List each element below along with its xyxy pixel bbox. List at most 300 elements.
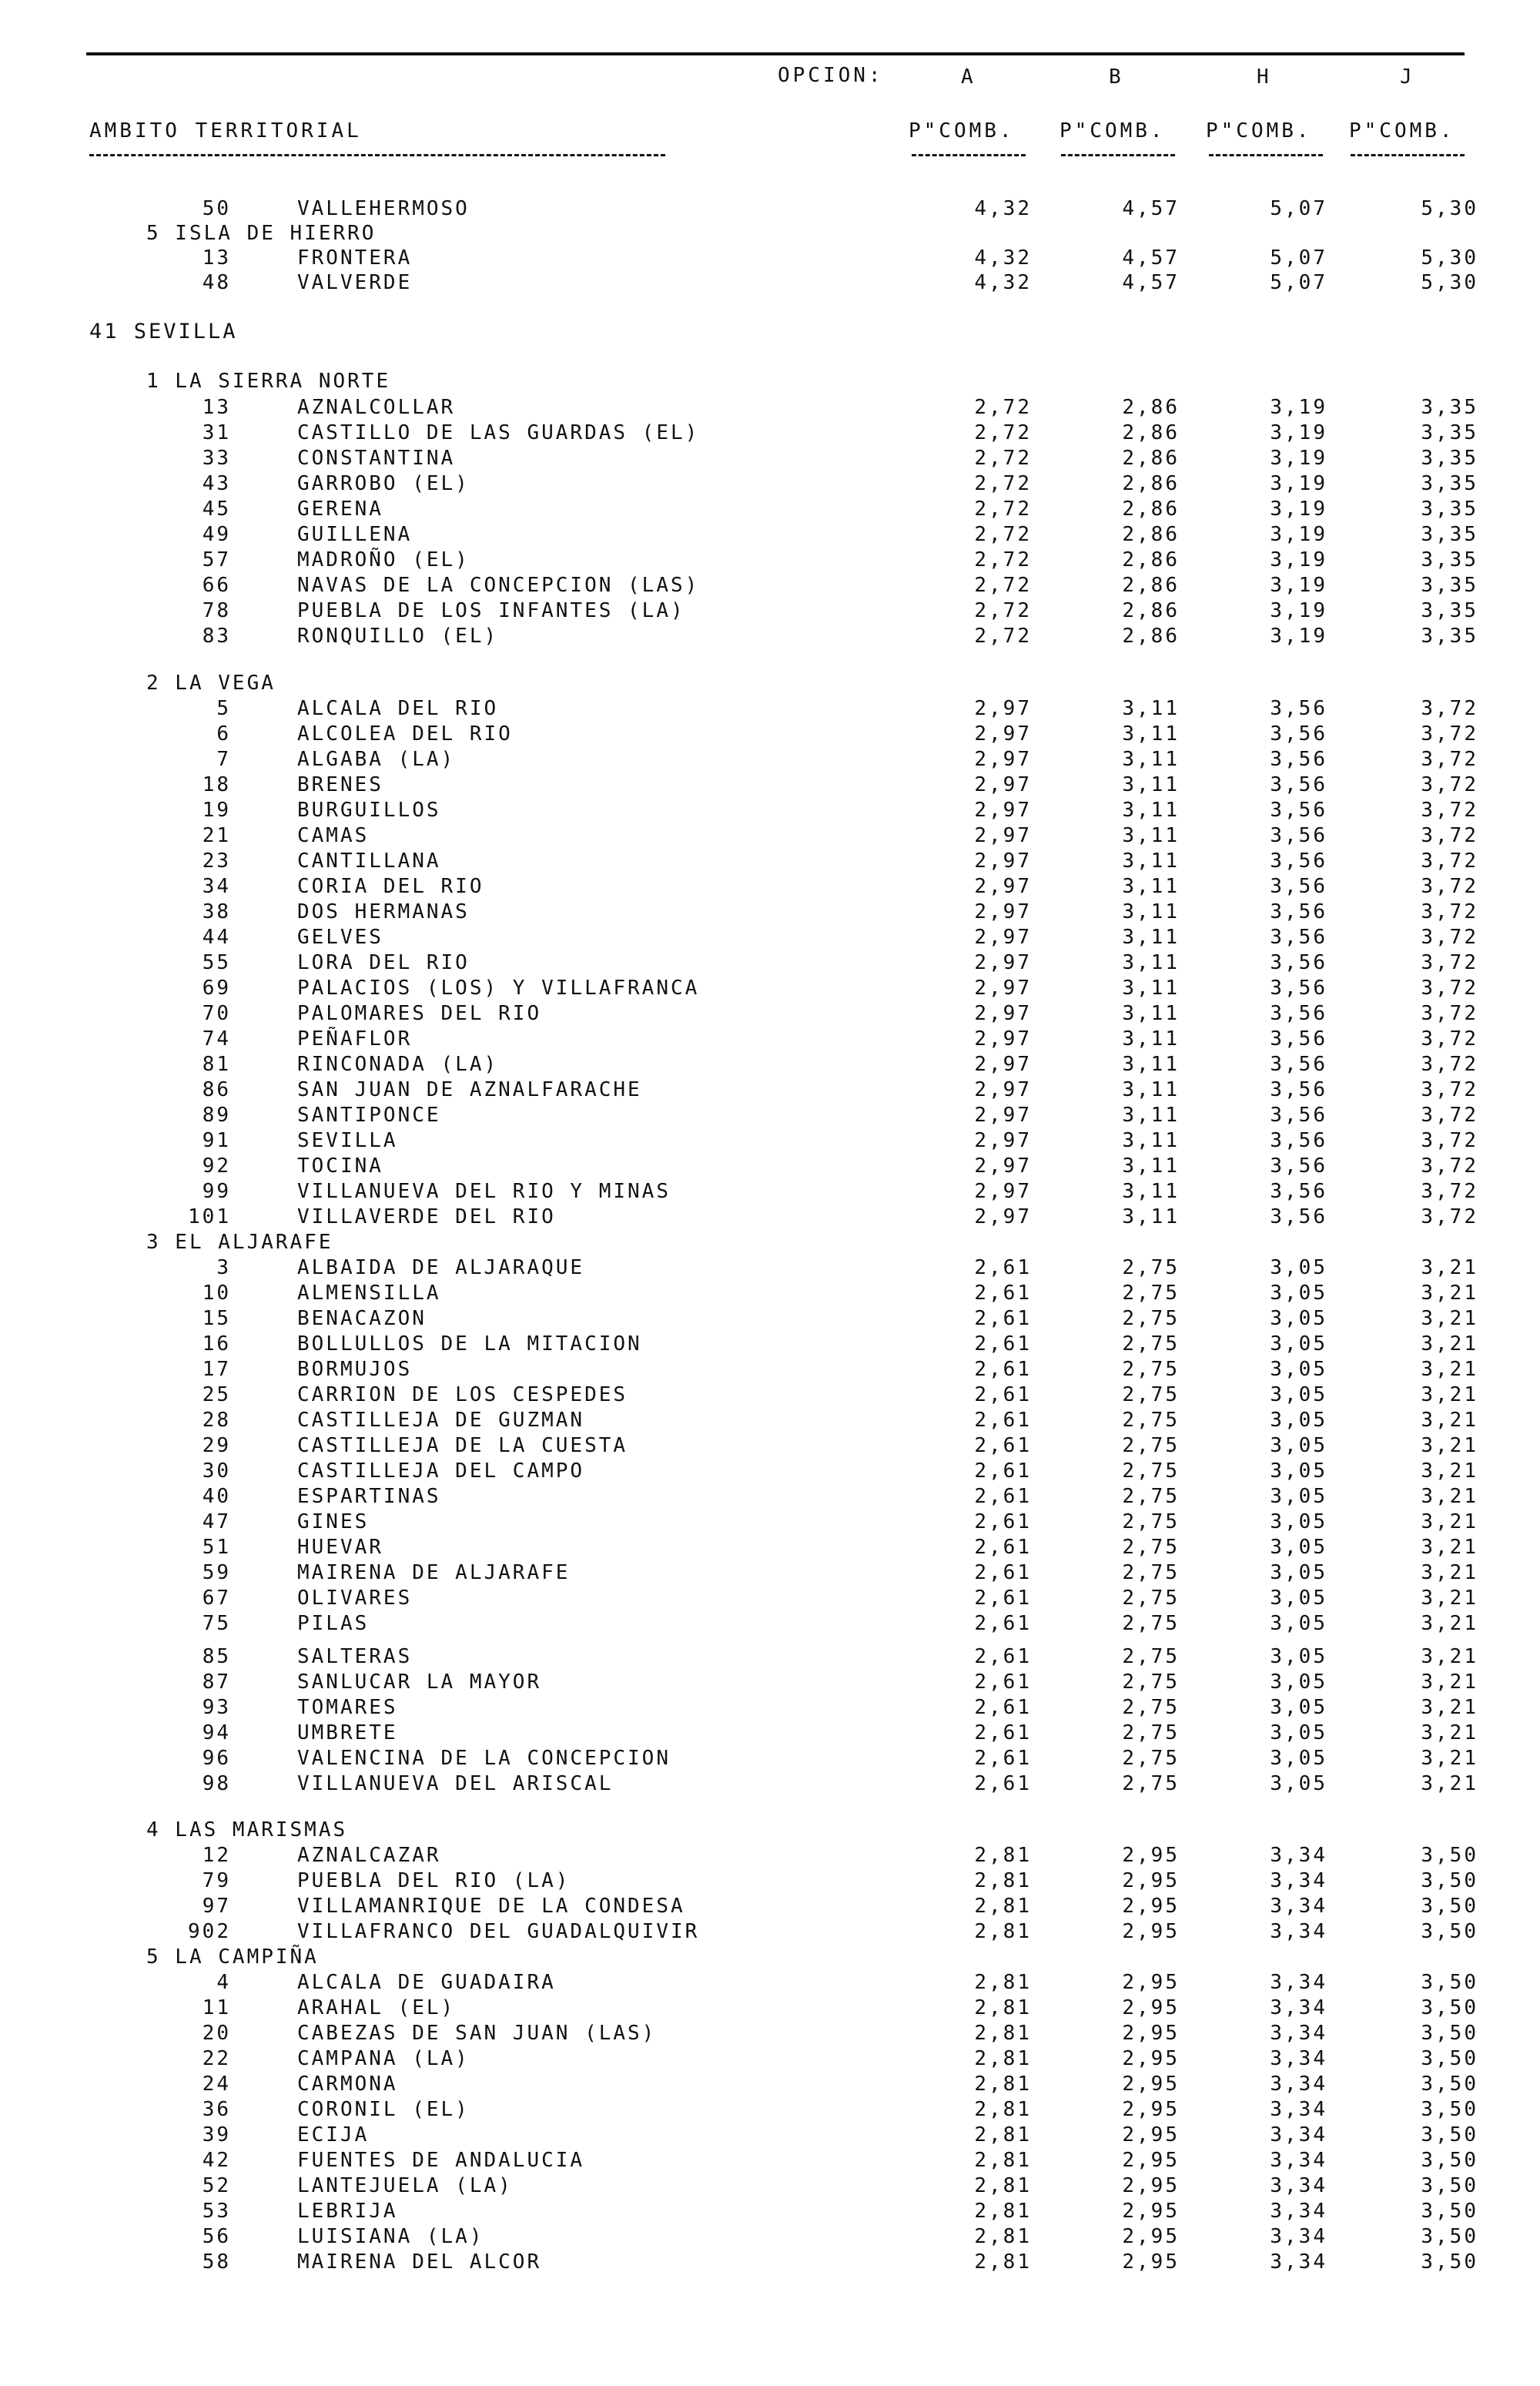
comarca-label: 5 LA CAMPIÑA [146, 1945, 319, 1969]
municipality-code: 70 [202, 1002, 231, 1025]
municipality-name: CARRION DE LOS CESPEDES [297, 1383, 628, 1406]
municipality-name: GUILLENA [297, 523, 413, 546]
municipality-row [0, 2096, 1540, 2123]
value-a: 2,97 [974, 951, 1032, 974]
municipality-name: ARAHAL (EL) [297, 1996, 456, 2019]
municipality-code: 30 [202, 1459, 231, 1483]
value-a: 2,72 [974, 625, 1032, 648]
value-j: 3,21 [1421, 1358, 1478, 1381]
municipality-row [0, 1868, 1540, 1894]
municipality-row [0, 1433, 1540, 1459]
municipality-code: 902 [188, 1920, 231, 1943]
municipality-code: 45 [202, 498, 231, 521]
value-b: 2,95 [1122, 2149, 1180, 2172]
municipality-code: 29 [202, 1434, 231, 1457]
value-b: 2,86 [1122, 498, 1180, 521]
value-h: 3,56 [1270, 748, 1327, 771]
value-a: 2,61 [974, 1645, 1032, 1668]
municipality-row [0, 1669, 1540, 1695]
value-b: 2,95 [1122, 1844, 1180, 1867]
municipality-name: CABEZAS DE SAN JUAN (LAS) [297, 2022, 657, 2045]
value-b: 3,11 [1122, 951, 1180, 974]
municipality-code: 81 [202, 1053, 231, 1076]
value-b: 2,75 [1122, 1256, 1180, 1279]
municipality-code: 52 [202, 2174, 231, 2197]
municipality-name: UMBRETE [297, 1721, 398, 1744]
value-j: 3,21 [1421, 1485, 1478, 1508]
value-a: 4,32 [974, 271, 1032, 294]
municipality-code: 18 [202, 773, 231, 796]
value-a: 2,97 [974, 900, 1032, 923]
value-b: 3,11 [1122, 1027, 1180, 1051]
value-j: 3,50 [1421, 1869, 1478, 1892]
municipality-row [0, 1771, 1540, 1797]
municipality-row [0, 2147, 1540, 2173]
municipality-code: 15 [202, 1307, 231, 1330]
value-b: 2,75 [1122, 1358, 1180, 1381]
municipality-row [0, 2122, 1540, 2148]
comarca-label: 5 ISLA DE HIERRO [146, 222, 377, 245]
value-j: 3,21 [1421, 1332, 1478, 1356]
value-b: 3,11 [1122, 1180, 1180, 1203]
value-b: 2,95 [1122, 1895, 1180, 1918]
value-a: 2,81 [974, 2098, 1032, 2121]
municipality-name: SAN JUAN DE AZNALFARACHE [297, 1078, 642, 1101]
value-a: 2,81 [974, 2022, 1032, 2045]
value-a: 2,61 [974, 1332, 1032, 1356]
municipality-code: 13 [202, 396, 231, 419]
value-a: 2,81 [974, 1996, 1032, 2019]
municipality-code: 48 [202, 271, 231, 294]
municipality-row [0, 975, 1540, 1001]
municipality-code: 89 [202, 1104, 231, 1127]
value-b: 2,95 [1122, 2250, 1180, 2274]
opcion-label: OPCION: [778, 64, 884, 87]
value-b: 2,75 [1122, 1587, 1180, 1610]
municipality-code: 58 [202, 2250, 231, 2274]
value-a: 4,32 [974, 246, 1032, 270]
municipality-code: 28 [202, 1409, 231, 1432]
municipality-name: ECIJA [297, 2123, 370, 2146]
municipality-row [0, 1026, 1540, 1052]
value-j: 5,30 [1421, 246, 1478, 270]
municipality-row [0, 1919, 1540, 1945]
value-j: 3,21 [1421, 1747, 1478, 1770]
value-a: 2,97 [974, 1053, 1032, 1076]
value-j: 3,72 [1421, 900, 1478, 923]
municipality-code: 3 [216, 1256, 231, 1279]
municipality-row [0, 1331, 1540, 1357]
value-a: 2,97 [974, 824, 1032, 847]
value-a: 2,61 [974, 1696, 1032, 1719]
value-b: 2,86 [1122, 472, 1180, 495]
value-a: 2,81 [974, 1895, 1032, 1918]
option-j: J [1400, 65, 1415, 89]
value-b: 3,11 [1122, 748, 1180, 771]
municipality-code: 13 [202, 246, 231, 270]
value-h: 3,34 [1270, 1869, 1327, 1892]
value-h: 3,56 [1270, 1053, 1327, 1076]
municipality-row [0, 2249, 1540, 2275]
municipality-row [0, 924, 1540, 950]
municipality-row [0, 695, 1540, 722]
value-h: 3,19 [1270, 421, 1327, 444]
value-h: 3,05 [1270, 1282, 1327, 1305]
value-h: 3,56 [1270, 1104, 1327, 1127]
municipality-row [0, 547, 1540, 573]
value-j: 3,35 [1421, 599, 1478, 622]
municipality-row [0, 572, 1540, 598]
municipality-name: GINES [297, 1510, 370, 1533]
value-b: 3,11 [1122, 1205, 1180, 1228]
municipality-name: CORONIL (EL) [297, 2098, 470, 2121]
municipality-code: 24 [202, 2073, 231, 2096]
value-h: 3,34 [1270, 2073, 1327, 2096]
value-j: 3,21 [1421, 1671, 1478, 1694]
municipality-code: 33 [202, 447, 231, 470]
value-b: 2,75 [1122, 1485, 1180, 1508]
value-b: 2,86 [1122, 548, 1180, 571]
value-a: 2,81 [974, 1844, 1032, 1867]
municipality-row [0, 1153, 1540, 1179]
municipality-name: SANLUCAR LA MAYOR [297, 1671, 542, 1694]
municipality-code: 67 [202, 1587, 231, 1610]
comarca-label: 3 EL ALJARAFE [146, 1231, 333, 1254]
municipality-name: TOMARES [297, 1696, 398, 1719]
province-heading [0, 319, 1540, 345]
municipality-code: 39 [202, 2123, 231, 2146]
value-h: 3,34 [1270, 2123, 1327, 2146]
value-a: 2,81 [974, 1920, 1032, 1943]
municipality-code: 69 [202, 977, 231, 1000]
value-h: 3,34 [1270, 2149, 1327, 2172]
municipality-row [0, 420, 1540, 446]
value-b: 4,57 [1122, 271, 1180, 294]
municipality-row [0, 245, 1540, 271]
value-h: 3,56 [1270, 926, 1327, 949]
value-j: 3,72 [1421, 951, 1478, 974]
value-j: 3,35 [1421, 548, 1478, 571]
value-a: 2,61 [974, 1459, 1032, 1483]
value-h: 3,05 [1270, 1459, 1327, 1483]
value-b: 2,86 [1122, 625, 1180, 648]
municipality-name: AZNALCAZAR [297, 1844, 441, 1867]
municipality-name: PALACIOS (LOS) Y VILLAFRANCA [297, 977, 700, 1000]
col-header-j: P"COMB. [1349, 119, 1455, 142]
value-h: 3,56 [1270, 1027, 1327, 1051]
value-j: 3,21 [1421, 1696, 1478, 1719]
value-j: 3,50 [1421, 2200, 1478, 2223]
municipality-name: ALCOLEA DEL RIO [297, 722, 513, 746]
municipality-name: MADROÑO (EL) [297, 548, 470, 571]
value-a: 2,81 [974, 1869, 1032, 1892]
municipality-name: CANTILLANA [297, 850, 441, 873]
value-b: 2,75 [1122, 1747, 1180, 1770]
value-b: 2,95 [1122, 2123, 1180, 2146]
municipality-code: 21 [202, 824, 231, 847]
value-h: 3,56 [1270, 900, 1327, 923]
value-h: 3,05 [1270, 1485, 1327, 1508]
municipality-name: VALENCINA DE LA CONCEPCION [297, 1747, 671, 1770]
municipality-code: 36 [202, 2098, 231, 2121]
municipality-row [0, 471, 1540, 497]
municipality-name: LEBRIJA [297, 2200, 398, 2223]
value-b: 2,75 [1122, 1383, 1180, 1406]
municipality-name: CASTILLO DE LAS GUARDAS (EL) [297, 421, 700, 444]
value-j: 3,72 [1421, 697, 1478, 720]
value-a: 2,72 [974, 421, 1032, 444]
province-label: 41 SEVILLA [89, 320, 238, 343]
municipality-code: 5 [216, 697, 231, 720]
comarca-heading [0, 670, 1540, 696]
value-j: 3,50 [1421, 2047, 1478, 2070]
value-h: 5,07 [1270, 197, 1327, 220]
value-b: 2,95 [1122, 2174, 1180, 2197]
value-j: 3,50 [1421, 2123, 1478, 2146]
value-h: 3,05 [1270, 1332, 1327, 1356]
municipality-code: 78 [202, 599, 231, 622]
value-j: 3,72 [1421, 1078, 1478, 1101]
comarca-heading [0, 220, 1540, 246]
municipality-row [0, 1842, 1540, 1868]
municipality-row [0, 1255, 1540, 1281]
value-b: 2,75 [1122, 1282, 1180, 1305]
value-h: 3,05 [1270, 1721, 1327, 1744]
municipality-row [0, 823, 1540, 849]
value-j: 3,35 [1421, 396, 1478, 419]
value-b: 3,11 [1122, 1154, 1180, 1178]
municipality-row [0, 772, 1540, 798]
value-j: 3,72 [1421, 1180, 1478, 1203]
value-j: 3,50 [1421, 2225, 1478, 2248]
value-a: 2,72 [974, 472, 1032, 495]
municipality-code: 85 [202, 1645, 231, 1668]
value-h: 3,19 [1270, 523, 1327, 546]
municipality-code: 43 [202, 472, 231, 495]
value-j: 3,50 [1421, 1971, 1478, 1994]
municipality-row [0, 2046, 1540, 2072]
municipality-code: 6 [216, 722, 231, 746]
municipality-code: 49 [202, 523, 231, 546]
value-a: 2,61 [974, 1612, 1032, 1635]
option-a: A [961, 65, 976, 89]
value-a: 2,72 [974, 599, 1032, 622]
municipality-row [0, 1610, 1540, 1637]
value-a: 2,61 [974, 1282, 1032, 1305]
value-a: 2,97 [974, 1154, 1032, 1178]
value-j: 3,72 [1421, 799, 1478, 822]
value-a: 2,81 [974, 2200, 1032, 2223]
value-h: 3,05 [1270, 1307, 1327, 1330]
municipality-name: ALMENSILLA [297, 1282, 441, 1305]
value-j: 3,35 [1421, 421, 1478, 444]
municipality-name: PUEBLA DEL RIO (LA) [297, 1869, 571, 1892]
value-a: 2,61 [974, 1561, 1032, 1584]
value-h: 3,05 [1270, 1696, 1327, 1719]
value-h: 3,34 [1270, 1920, 1327, 1943]
municipality-name: DOS HERMANAS [297, 900, 470, 923]
value-j: 3,21 [1421, 1256, 1478, 1279]
municipality-row [0, 1000, 1540, 1027]
municipality-name: BRENES [297, 773, 383, 796]
municipality-name: PEÑAFLOR [297, 1027, 413, 1051]
municipality-name: CAMPANA (LA) [297, 2047, 470, 2070]
comarca-label: 1 LA SIERRA NORTE [146, 370, 391, 393]
value-a: 2,61 [974, 1536, 1032, 1559]
value-b: 2,75 [1122, 1434, 1180, 1457]
value-h: 3,05 [1270, 1772, 1327, 1795]
value-h: 3,19 [1270, 574, 1327, 597]
value-b: 3,11 [1122, 1104, 1180, 1127]
municipality-name: LUISIANA (LA) [297, 2225, 484, 2248]
value-a: 2,61 [974, 1256, 1032, 1279]
value-a: 2,61 [974, 1307, 1032, 1330]
value-j: 3,72 [1421, 824, 1478, 847]
municipality-code: 44 [202, 926, 231, 949]
municipality-code: 20 [202, 2022, 231, 2045]
municipality-name: GELVES [297, 926, 383, 949]
value-b: 3,11 [1122, 1002, 1180, 1025]
municipality-row [0, 1407, 1540, 1433]
municipality-name: CARMONA [297, 2073, 398, 2096]
municipality-row [0, 1128, 1540, 1154]
municipality-name: ALBAIDA DE ALJARAQUE [297, 1256, 585, 1279]
value-b: 2,86 [1122, 599, 1180, 622]
value-a: 2,97 [974, 875, 1032, 898]
value-j: 3,50 [1421, 2073, 1478, 2096]
municipality-code: 12 [202, 1844, 231, 1867]
municipality-code: 4 [216, 1971, 231, 1994]
value-a: 2,81 [974, 2250, 1032, 2274]
value-a: 2,97 [974, 799, 1032, 822]
value-h: 3,56 [1270, 1205, 1327, 1228]
value-h: 3,34 [1270, 1895, 1327, 1918]
value-a: 2,61 [974, 1383, 1032, 1406]
value-h: 3,05 [1270, 1645, 1327, 1668]
municipality-row [0, 196, 1540, 222]
value-j: 3,21 [1421, 1645, 1478, 1668]
value-a: 2,72 [974, 523, 1032, 546]
municipality-code: 87 [202, 1671, 231, 1694]
value-a: 2,61 [974, 1409, 1032, 1432]
value-h: 3,19 [1270, 447, 1327, 470]
municipality-row [0, 598, 1540, 624]
value-j: 3,72 [1421, 1154, 1478, 1178]
value-b: 2,75 [1122, 1772, 1180, 1795]
municipality-code: 51 [202, 1536, 231, 1559]
municipality-name: CORIA DEL RIO [297, 875, 484, 898]
value-a: 2,61 [974, 1747, 1032, 1770]
value-h: 3,56 [1270, 1129, 1327, 1152]
value-h: 3,05 [1270, 1561, 1327, 1584]
municipality-name: GARROBO (EL) [297, 472, 470, 495]
value-j: 3,21 [1421, 1409, 1478, 1432]
comarca-heading [0, 1944, 1540, 1970]
value-j: 3,21 [1421, 1307, 1478, 1330]
municipality-row [0, 1204, 1540, 1230]
value-a: 2,72 [974, 574, 1032, 597]
value-h: 3,56 [1270, 722, 1327, 746]
value-h: 3,05 [1270, 1671, 1327, 1694]
value-a: 2,61 [974, 1485, 1032, 1508]
value-b: 2,95 [1122, 2047, 1180, 2070]
municipality-row [0, 1458, 1540, 1484]
value-j: 3,21 [1421, 1459, 1478, 1483]
value-b: 2,86 [1122, 574, 1180, 597]
municipality-code: 17 [202, 1358, 231, 1381]
value-b: 3,11 [1122, 824, 1180, 847]
value-a: 2,97 [974, 1078, 1032, 1101]
municipality-code: 55 [202, 951, 231, 974]
value-a: 2,81 [974, 1971, 1032, 1994]
value-b: 3,11 [1122, 773, 1180, 796]
municipality-name: CASTILLEJA DE GUZMAN [297, 1409, 585, 1432]
municipality-code: 10 [202, 1282, 231, 1305]
municipality-name: ALCALA DE GUADAIRA [297, 1971, 556, 1994]
value-h: 3,19 [1270, 548, 1327, 571]
value-a: 2,61 [974, 1671, 1032, 1694]
value-b: 2,86 [1122, 447, 1180, 470]
municipality-code: 59 [202, 1561, 231, 1584]
value-a: 2,97 [974, 1205, 1032, 1228]
value-j: 3,35 [1421, 523, 1478, 546]
value-b: 2,86 [1122, 421, 1180, 444]
value-a: 2,61 [974, 1358, 1032, 1381]
municipality-code: 97 [202, 1895, 231, 1918]
municipality-row [0, 1745, 1540, 1771]
value-h: 3,34 [1270, 1971, 1327, 1994]
value-h: 3,34 [1270, 2047, 1327, 2070]
municipality-code: 94 [202, 1721, 231, 1744]
value-b: 2,95 [1122, 2200, 1180, 2223]
comarca-label: 2 LA VEGA [146, 672, 276, 695]
municipality-code: 22 [202, 2047, 231, 2070]
value-h: 3,34 [1270, 2174, 1327, 2197]
value-b: 2,75 [1122, 1612, 1180, 1635]
municipality-row [0, 1644, 1540, 1670]
value-h: 3,56 [1270, 799, 1327, 822]
value-h: 3,56 [1270, 824, 1327, 847]
value-b: 2,75 [1122, 1671, 1180, 1694]
value-a: 2,97 [974, 850, 1032, 873]
value-h: 3,34 [1270, 2022, 1327, 2045]
value-h: 3,34 [1270, 1996, 1327, 2019]
municipality-name: OLIVARES [297, 1587, 413, 1610]
value-h: 3,05 [1270, 1383, 1327, 1406]
municipality-row [0, 721, 1540, 747]
municipality-name: CASTILLEJA DEL CAMPO [297, 1459, 585, 1483]
value-j: 3,21 [1421, 1772, 1478, 1795]
option-h: H [1257, 65, 1272, 89]
value-j: 3,50 [1421, 1844, 1478, 1867]
municipality-row [0, 1560, 1540, 1586]
value-h: 3,05 [1270, 1747, 1327, 1770]
municipality-row [0, 1720, 1540, 1746]
value-a: 2,97 [974, 748, 1032, 771]
value-j: 3,35 [1421, 447, 1478, 470]
value-h: 3,05 [1270, 1409, 1327, 1432]
municipality-row [0, 270, 1540, 296]
value-h: 3,56 [1270, 1154, 1327, 1178]
municipality-row [0, 2020, 1540, 2046]
value-b: 2,95 [1122, 2098, 1180, 2121]
value-j: 3,21 [1421, 1434, 1478, 1457]
municipality-name: VILLANUEVA DEL RIO Y MINAS [297, 1180, 671, 1203]
value-b: 2,95 [1122, 1869, 1180, 1892]
municipality-code: 50 [202, 197, 231, 220]
value-b: 2,75 [1122, 1561, 1180, 1584]
municipality-code: 34 [202, 875, 231, 898]
